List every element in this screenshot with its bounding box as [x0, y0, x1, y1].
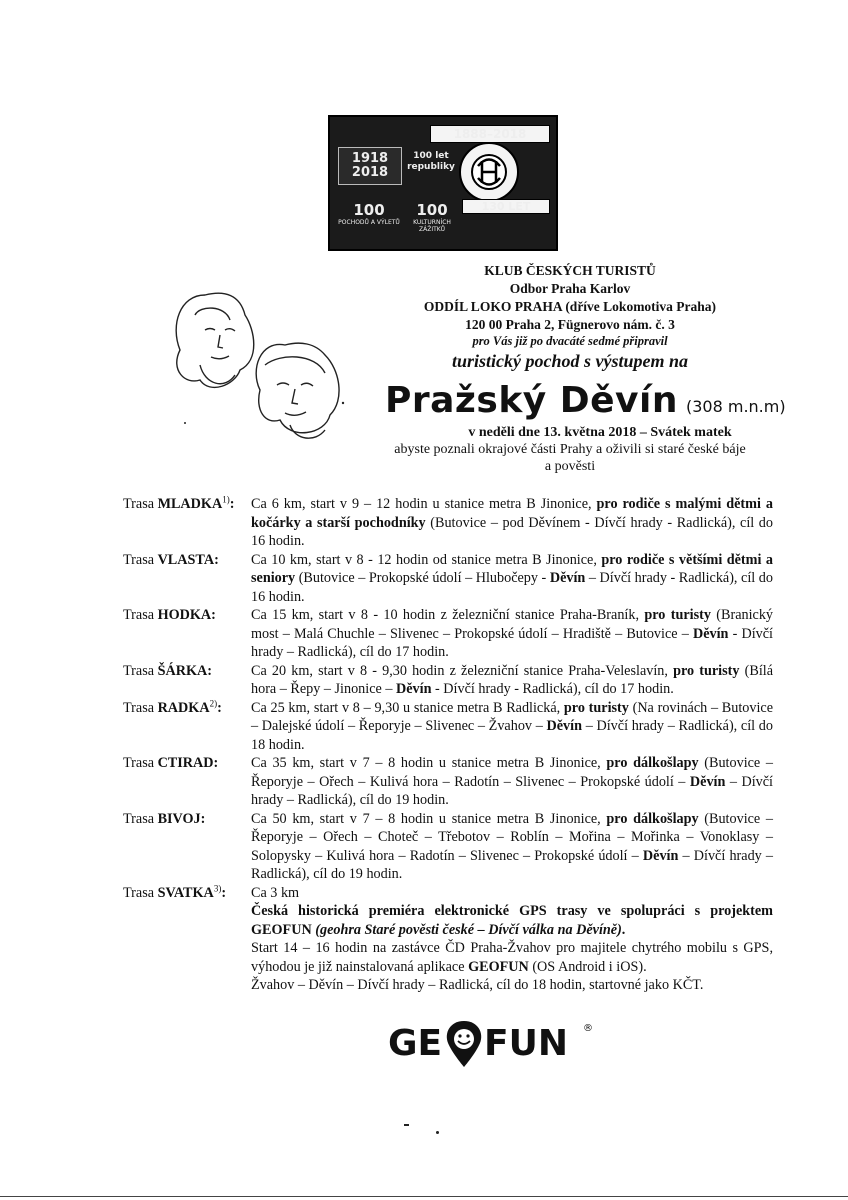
route-item [123, 662, 773, 699]
route-label: Trasa HODKA: [123, 607, 216, 623]
kct-emblem-icon [458, 141, 520, 203]
route-description: Ca 6 km, start v 9 – 12 hodin u stanice metra B Jinonice, pro rodiče s malými dětmi a kočárky a starší pochodníky (Butovice – pod Děvínem - Dívčí hrady - Radlická), cíl do 16 hodin. [251, 496, 773, 549]
event-type: turistický pochod s výstupem na [451, 351, 688, 371]
route-item [123, 810, 773, 884]
route-label: Trasa MLADKA$^{1)}$: [123, 494, 235, 512]
route-description: Ca 35 km, start v 7 – 8 hodin u stanice metra B Jinonice, pro dálkošlapy (Butovice – Řeporyje – Ořech – Kulivá hora – Radotín – Slivenec – Prokopské údolí – Děvín – Dívčí hrady – Radlická), cíl do 19 hodin. [251, 755, 774, 808]
route-description: Ca 3 km Česká historická premiéra elektronické GPS trasy ve spolupráci s projektem GEOFUN (geohra Staré pověsti české – Dívčí válka na Děvíně). Start 14 – 16 hodin na zastávce ČD Praha-Žvahov pro majitele chytrého mobilu s GPS, výhodou je již nainstalovaná aplikace GEOFUN (OS Android i iOS). Žvahov – Děvín – Dívčí hrady – Radlická, cíl do 18 hodin, startovné jako KČT. [251, 884, 773, 993]
route-name: CTIRAD [157, 755, 214, 771]
route-name: ŠÁRKA [157, 662, 208, 679]
route-name: BIVOJ [157, 810, 201, 827]
route-item [123, 495, 773, 551]
event-date: v neděli dne 13. května 2018 – Svátek matek [468, 425, 732, 440]
route-description: Ca 15 km, start v 8 - 10 hodin z železniční stanice Praha-Braník, pro turisty (Branický most – Malá Chuchle – Slivenec – Prokopské údolí – Hradiště – Butovice – Děvín - Dívčí hrady – Radlická), cíl do 17 hodin. [251, 607, 774, 660]
club-anniversary-logo [328, 115, 558, 251]
purpose-line-2: a pověsti [544, 459, 596, 474]
hundred-culture-badge: 100 KULTURNÍCH ZÁŽITKŮ [413, 201, 451, 233]
route-item [123, 606, 773, 662]
route-name: MLADKA [157, 496, 223, 512]
route-description: Ca 50 km, start v 7 – 8 hodin u stanice metra B Jinonice, pro dálkošlapy (Butovice – Řeporyje – Ořech – Choteč – Třebotov – Roblín – Mořina – Mořinka – Vonoklasy – Solopysky – Kulivá hora – Radotín – Slivenec – Prokopské údolí – Děvín – Dívčí hrady – Radlická), cíl do 19 hodin. [251, 810, 774, 882]
event-altitude: (308 m.n.m) [686, 397, 786, 416]
women-faces-illustration [165, 275, 365, 455]
routes-list [123, 495, 773, 995]
route-label: Trasa ŠÁRKA: [123, 662, 212, 679]
route-label: Trasa SVATKA$^{3)}$: [123, 882, 227, 901]
club-name: KLUB ČESKÝCH TURISTŮ [484, 263, 656, 278]
republic-label: 100 let republiky [407, 151, 455, 172]
event-title-name: Pražský Děvín [385, 380, 678, 421]
hundred-trips-badge: 100 POCHODŮ A VÝLETŮ [338, 201, 400, 226]
scan-speck [436, 1131, 439, 1134]
purpose-line-1: abyste poznali okrajové části Prahy a oživili si staré české báje [394, 442, 746, 457]
years-republic-badge: 1918 2018 [338, 147, 402, 185]
route-label: Trasa VLASTA: [123, 551, 219, 568]
route-name: VLASTA [157, 551, 215, 568]
club-years-label: 1888–2018 [430, 125, 550, 143]
intro-line: pro Vás již po dvacáté sedmé připravil [472, 334, 668, 348]
branch-name: Odbor Praha Karlov [509, 281, 631, 296]
route-item [123, 754, 773, 810]
route-item [123, 884, 773, 995]
route-description: Ca 25 km, start v 8 – 9,30 u stanice metra B Radlická, pro turisty (Na rovinách – Butovice – Dalejské údolí – Řeporyje – Slivenec – Žvahov – Děvín – Dívčí hrady – Radlická), cíl do 18 hodin. [251, 699, 774, 753]
route-item [123, 699, 773, 755]
route-label: Trasa RADKA$^{2)}$: [123, 697, 222, 716]
address: 120 00 Praha 2, Fügnerovo nám. č. 3 [465, 317, 675, 332]
geofun-logo-right: FUN [484, 1023, 568, 1064]
event-title [385, 380, 825, 421]
route-name: HODKA [157, 607, 212, 623]
scan-speck [404, 1124, 409, 1126]
geofun-logo-left: GE [388, 1023, 443, 1064]
page-bottom-edge [0, 1196, 848, 1197]
route-name: SVATKA [157, 884, 214, 901]
geofun-logo [388, 1015, 608, 1075]
route-description: Ca 10 km, start v 8 - 12 hodin od stanice metra B Jinonice, pro rodiče s většími dětmi a seniory (Butovice – Prokopské údolí – Hlubočepy - Děvín – Dívčí hrady - Radlická), cíl do 16 hodin. [251, 551, 773, 605]
section-name: ODDÍL LOKO PRAHA (dříve Lokomotiva Praha) [423, 299, 717, 314]
map-pin-smiley-icon [447, 1021, 481, 1067]
route-name: RADKA [157, 699, 210, 716]
route-item [123, 551, 773, 607]
geofun-registered-mark: ® [583, 1023, 593, 1034]
route-label: Trasa CTIRAD: [123, 755, 219, 771]
anniversary-label: 130 LET [462, 199, 550, 214]
route-description: Ca 20 km, start v 8 - 9,30 hodin z železniční stanice Praha-Veleslavín, pro turisty (Bílá hora – Řepy – Jinonice – Děvín - Dívčí hrady - Radlická), cíl do 17 hodin. [251, 662, 773, 697]
route-label: Trasa BIVOJ: [123, 810, 206, 827]
